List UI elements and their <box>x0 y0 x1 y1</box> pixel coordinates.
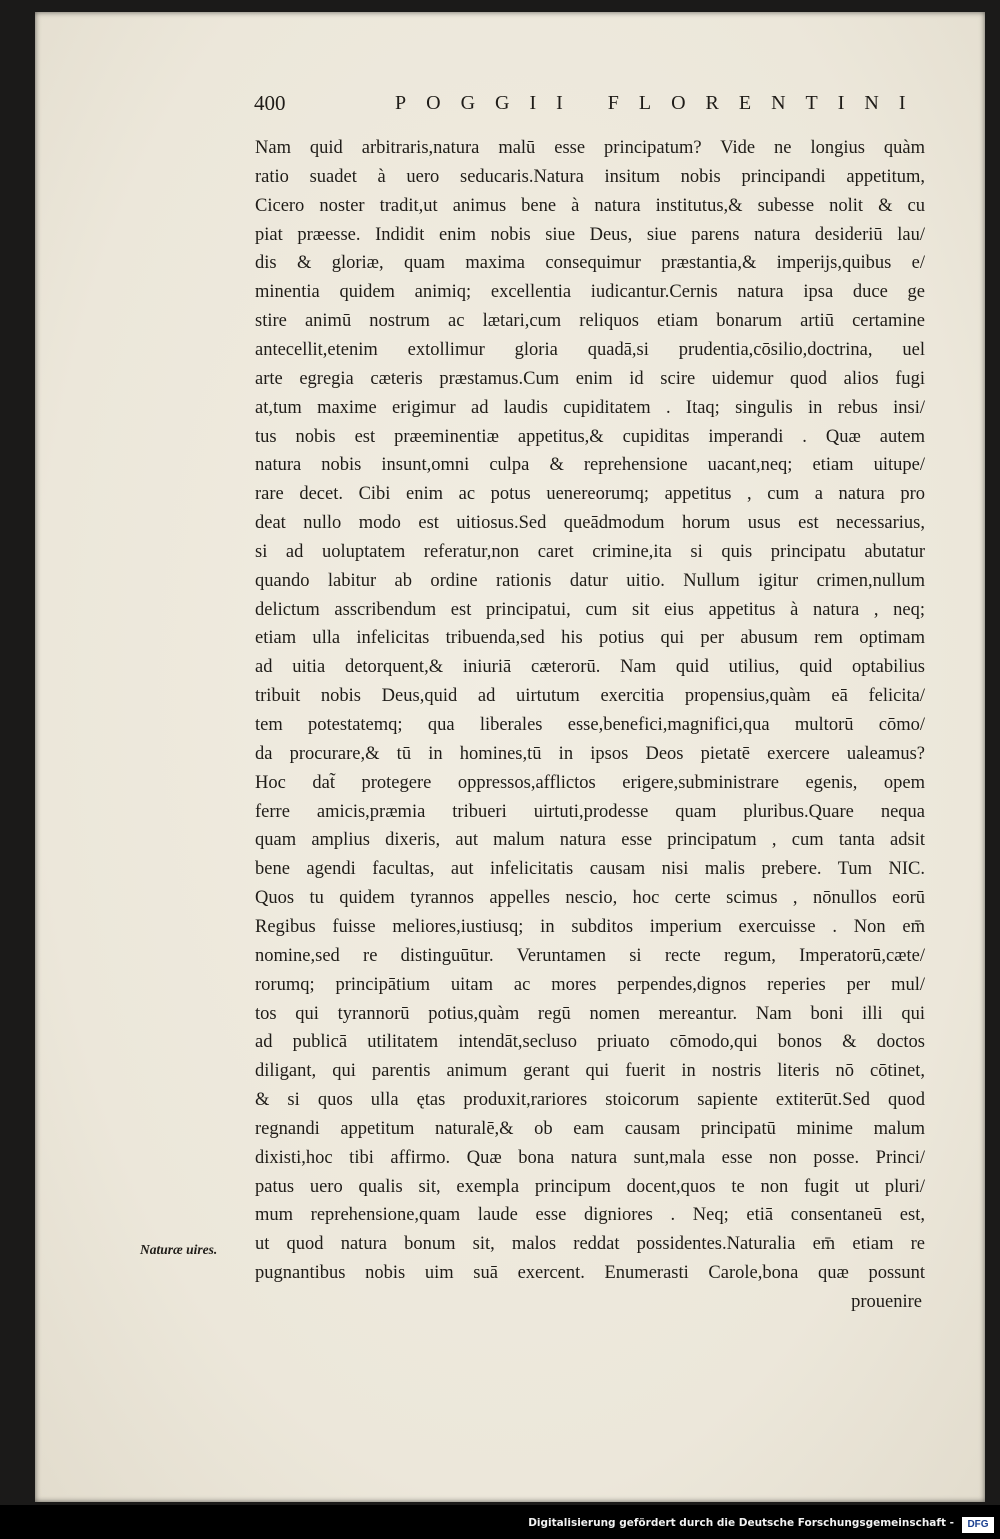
text-line: & si quos ulla ętas produxit,rariores stoicorum sapiente extiterūt.Sed quod <box>255 1090 925 1111</box>
text-line: Nam quid arbitraris,natura malū esse principatum? Vide ne longius quàm <box>255 138 925 158</box>
text-line: mum reprehensione,quam laude esse digniores . Neq; etiā consentaneū est, <box>255 1205 925 1226</box>
text-line: rare decet. Cibi enim ac potus uenereorumq; appetitus , cum a natura pro <box>255 484 925 505</box>
text-line: ferre amicis,præmia tribueri uirtuti,prodesse quam pluribus.Quare nequa <box>255 801 925 822</box>
text-line: dis & gloriæ, quam maxima consequimur præstantia,& imperijs,quibus e/ <box>255 253 925 274</box>
text-line: ut quod natura bonum sit, malos reddat possidentes.Naturalia em̄ etiam re <box>255 1234 925 1255</box>
text-line: Quos tu quidem tyrannos appelles nescio, hoc certe scimus , nōnullos eorū <box>255 888 925 909</box>
text-line: piat præesse. Indidit enim nobis siue Deus, siue parens natura desideriū lau/ <box>255 224 925 245</box>
text-line: diligant, qui parentis animum gerant qui fuerit in nostris literis nō cōtinet, <box>255 1061 925 1082</box>
text-line: antecellit,etenim extollimur gloria quadā,si prudentia,cōsilio,doctrina, uel <box>255 339 925 360</box>
text-line: Hoc dat̃ protegere oppressos,afflictos erigere,subministrare egenis, opem <box>255 772 925 793</box>
text-line: deat nullo modo est uitiosus.Sed queādmodum horum usus est necessarius, <box>255 513 925 534</box>
book-page <box>35 12 985 1502</box>
margin-note: Naturæ uires. <box>140 1242 218 1257</box>
text-line: da procurare,& tū in homines,tū in ipsos Deos pietatē exercere ualeamus? <box>255 743 925 764</box>
text-line: etiam ulla infelicitas tribuenda,sed his potius qui per abusum rem optimam <box>255 628 925 649</box>
text-line: delictum asscribendum est principatui, cum sit eius appetitus à natura , neq; <box>255 599 925 620</box>
text-line: ad publicā utilitatem intendāt,secluso priuato cōmodo,qui bonos & doctos <box>255 1032 925 1053</box>
digitization-footer <box>0 1505 1000 1539</box>
text-line: quam amplius dixeris, aut malum natura esse principatum , cum tanta adsit <box>255 830 925 851</box>
text-line: stire animū nostrum ac lætari,cum reliquos etiam bonarum artiū certamine <box>255 311 925 332</box>
text-line: tos qui tyrannorū potius,quàm regū nomen mereantur. Nam boni illi qui <box>255 1003 925 1024</box>
text-line: tribuit nobis Deus,quid ad uirtutum exercitia propensius,quàm eā felicita/ <box>255 686 925 707</box>
text-line: ad uitia detorquent,& iniuriā cæterorū. Nam quid utilius, quid optabilius <box>255 657 925 678</box>
footer-credit: Digitalisierung gefördert durch die Deutsche Forschungsgemeinschaft - <box>528 1517 954 1529</box>
page-number: 400 <box>254 91 286 115</box>
text-line: bene agendi facultas, aut infelicitatis causam nisi malis prebere. Tum NIC. <box>255 859 925 880</box>
text-line: at,tum maxime erigimur ad laudis cupiditatem . Itaq; singulis in rebus insi/ <box>255 397 925 418</box>
text-line: tus nobis est præeminentiæ appetitus,& cupiditas imperandi . Quæ autem <box>255 426 925 447</box>
text-line: rorumq; principātium uitam ac mores perpendes,dignos reperies per mul/ <box>255 974 925 995</box>
text-line: regnandi appetitum naturalē,& ob eam causam principatū minime malum <box>255 1118 925 1139</box>
text-line: Regibus fuisse meliores,iustiusq; in subditos imperium exercuisse . Non em̄ <box>255 916 925 937</box>
text-line: dixisti,hoc tibi affirmo. Quæ bona natura sunt,mala esse non posse. Princi/ <box>255 1147 925 1168</box>
text-line: natura nobis insunt,omni culpa & reprehensione uacant,neq; etiam uitupe/ <box>255 455 925 476</box>
text-line: arte egregia cæteris præstamus.Cum enim id scire uidemur quod alios fugi <box>255 368 925 389</box>
text-line: si ad uoluptatem referatur,non caret crimine,ita si quis principatu abutatur <box>255 541 925 562</box>
catchword: prouenire <box>851 1292 922 1312</box>
dfg-logo-icon: DFG <box>962 1517 994 1533</box>
text-line: pugnantibus nobis uim suā exercent. Enumerasti Carole,bona quæ possunt <box>255 1263 925 1284</box>
text-line: Cicero noster tradit,ut animus bene à natura institutus,& subesse nolit & cu <box>255 195 925 216</box>
running-title: POGGII FLORENTINI <box>395 92 926 114</box>
text-line: nomine,sed re distinguūtur. Veruntamen si recte regum, Imperatorū,cæte/ <box>255 945 925 966</box>
text-line: minentia quidem animiq; excellentia iudicantur.Cernis natura ipsa duce ge <box>255 282 925 303</box>
text-line: tem potestatemq; qua liberales esse,benefici,magnifici,qua multorū cōmo/ <box>255 715 925 735</box>
text-line: patus uero qualis sit, exempla principum docent,quos te non fugit ut pluri/ <box>255 1176 925 1197</box>
text-line: quando labitur ab ordine rationis datur uitio. Nullum igitur crimen,nullum <box>255 570 925 591</box>
text-line: ratio suadet à uero seducaris.Natura insitum nobis principandi appetitum, <box>255 166 925 187</box>
